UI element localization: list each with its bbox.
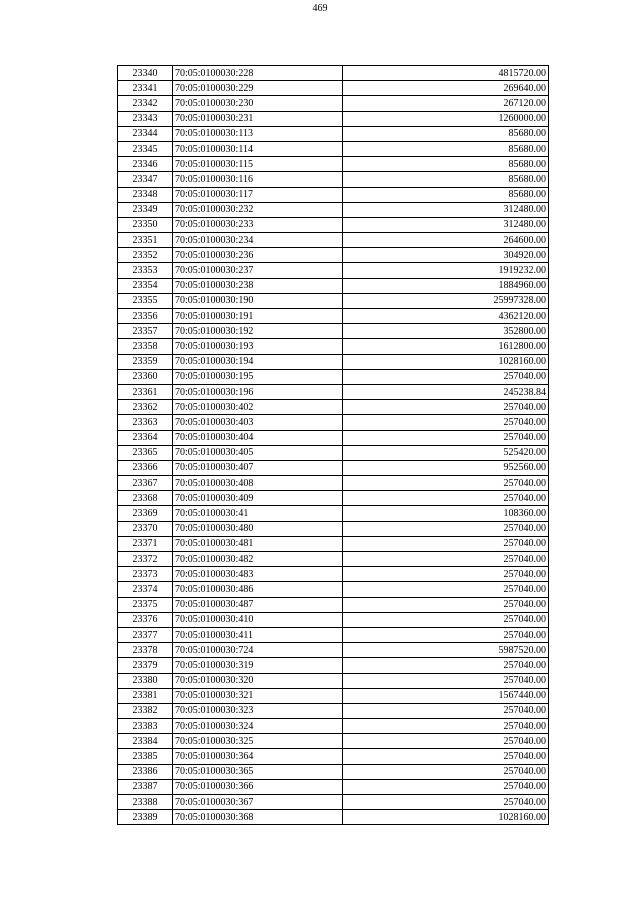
- cadastral-number-cell: 70:05:0100030:196: [173, 384, 343, 399]
- table-row: [118, 810, 549, 825]
- cadastral-number-cell: 70:05:0100030:320: [173, 673, 343, 688]
- row-number-cell: 23364: [118, 430, 173, 445]
- table-row: [118, 141, 549, 156]
- table-row: [118, 126, 549, 141]
- cadastral-number-cell: 70:05:0100030:410: [173, 612, 343, 627]
- row-number-cell: 23375: [118, 597, 173, 612]
- cadastral-number-cell: 70:05:0100030:365: [173, 764, 343, 779]
- cadastral-value-cell: 352800.00: [343, 324, 549, 339]
- cadastral-value-cell: 1919232.00: [343, 263, 549, 278]
- row-number-cell: 23340: [118, 66, 173, 81]
- cadastral-number-cell: 70:05:0100030:193: [173, 339, 343, 354]
- cadastral-value-cell: 257040.00: [343, 703, 549, 718]
- cadastral-number-cell: 70:05:0100030:321: [173, 688, 343, 703]
- table-row: [118, 673, 549, 688]
- cadastral-number-cell: 70:05:0100030:115: [173, 157, 343, 172]
- table-row: [118, 445, 549, 460]
- table-row: [118, 658, 549, 673]
- row-number-cell: 23383: [118, 719, 173, 734]
- table-row: [118, 719, 549, 734]
- row-number-cell: 23341: [118, 81, 173, 96]
- row-number-cell: 23387: [118, 779, 173, 794]
- cadastral-number-cell: 70:05:0100030:237: [173, 263, 343, 278]
- row-number-cell: 23352: [118, 248, 173, 263]
- cadastral-value-cell: 257040.00: [343, 749, 549, 764]
- cadastral-value-cell: 525420.00: [343, 445, 549, 460]
- cadastral-value-cell: 257040.00: [343, 673, 549, 688]
- row-number-cell: 23366: [118, 460, 173, 475]
- table-row: [118, 749, 549, 764]
- cadastral-number-cell: 70:05:0100030:409: [173, 491, 343, 506]
- row-number-cell: 23380: [118, 673, 173, 688]
- table-row: [118, 627, 549, 642]
- row-number-cell: 23370: [118, 521, 173, 536]
- table-body: [118, 66, 549, 825]
- cadastral-value-cell: 1612800.00: [343, 339, 549, 354]
- cadastral-value-cell: 312480.00: [343, 217, 549, 232]
- cadastral-number-cell: 70:05:0100030:194: [173, 354, 343, 369]
- cadastral-number-cell: 70:05:0100030:116: [173, 172, 343, 187]
- table-row: [118, 795, 549, 810]
- cadastral-value-cell: 257040.00: [343, 415, 549, 430]
- cadastral-number-cell: 70:05:0100030:191: [173, 309, 343, 324]
- row-number-cell: 23368: [118, 491, 173, 506]
- cadastral-value-cell: 257040.00: [343, 582, 549, 597]
- row-number-cell: 23379: [118, 658, 173, 673]
- cadastral-number-cell: 70:05:0100030:411: [173, 627, 343, 642]
- cadastral-value-table: [117, 65, 549, 825]
- row-number-cell: 23355: [118, 293, 173, 308]
- cadastral-number-cell: 70:05:0100030:114: [173, 141, 343, 156]
- row-number-cell: 23356: [118, 309, 173, 324]
- row-number-cell: 23351: [118, 233, 173, 248]
- cadastral-value-cell: 257040.00: [343, 552, 549, 567]
- table-row: [118, 643, 549, 658]
- cadastral-number-cell: 70:05:0100030:367: [173, 795, 343, 810]
- cadastral-number-cell: 70:05:0100030:229: [173, 81, 343, 96]
- cadastral-value-cell: 257040.00: [343, 400, 549, 415]
- cadastral-number-cell: 70:05:0100030:233: [173, 217, 343, 232]
- row-number-cell: 23363: [118, 415, 173, 430]
- cadastral-number-cell: 70:05:0100030:234: [173, 233, 343, 248]
- cadastral-number-cell: 70:05:0100030:487: [173, 597, 343, 612]
- row-number-cell: 23347: [118, 172, 173, 187]
- cadastral-value-cell: 1260000.00: [343, 111, 549, 126]
- table-row: [118, 476, 549, 491]
- cadastral-value-cell: 257040.00: [343, 476, 549, 491]
- cadastral-value-cell: 257040.00: [343, 779, 549, 794]
- cadastral-number-cell: 70:05:0100030:404: [173, 430, 343, 445]
- cadastral-number-cell: 70:05:0100030:724: [173, 643, 343, 658]
- row-number-cell: 23384: [118, 734, 173, 749]
- table-row: [118, 764, 549, 779]
- cadastral-value-cell: 257040.00: [343, 430, 549, 445]
- table-row: [118, 324, 549, 339]
- table-row: [118, 157, 549, 172]
- row-number-cell: 23361: [118, 384, 173, 399]
- table-row: [118, 263, 549, 278]
- cadastral-value-cell: 257040.00: [343, 795, 549, 810]
- cadastral-number-cell: 70:05:0100030:236: [173, 248, 343, 263]
- row-number-cell: 23376: [118, 612, 173, 627]
- cadastral-number-cell: 70:05:0100030:324: [173, 719, 343, 734]
- row-number-cell: 23385: [118, 749, 173, 764]
- cadastral-number-cell: 70:05:0100030:366: [173, 779, 343, 794]
- row-number-cell: 23372: [118, 552, 173, 567]
- row-number-cell: 23369: [118, 506, 173, 521]
- row-number-cell: 23359: [118, 354, 173, 369]
- cadastral-value-cell: 257040.00: [343, 369, 549, 384]
- row-number-cell: 23388: [118, 795, 173, 810]
- cadastral-value-cell: 108360.00: [343, 506, 549, 521]
- row-number-cell: 23381: [118, 688, 173, 703]
- table-row: [118, 369, 549, 384]
- row-number-cell: 23358: [118, 339, 173, 354]
- cadastral-value-cell: 85680.00: [343, 172, 549, 187]
- cadastral-number-cell: 70:05:0100030:402: [173, 400, 343, 415]
- row-number-cell: 23353: [118, 263, 173, 278]
- page-number: 469: [312, 3, 328, 14]
- table-row: [118, 612, 549, 627]
- cadastral-value-cell: 1028160.00: [343, 810, 549, 825]
- cadastral-number-cell: 70:05:0100030:481: [173, 536, 343, 551]
- cadastral-number-cell: 70:05:0100030:486: [173, 582, 343, 597]
- table-row: [118, 506, 549, 521]
- table-row: [118, 734, 549, 749]
- table-row: [118, 309, 549, 324]
- table-row: [118, 96, 549, 111]
- table-row: [118, 339, 549, 354]
- row-number-cell: 23389: [118, 810, 173, 825]
- row-number-cell: 23386: [118, 764, 173, 779]
- cadastral-value-cell: 267120.00: [343, 96, 549, 111]
- cadastral-number-cell: 70:05:0100030:228: [173, 66, 343, 81]
- table-row: [118, 81, 549, 96]
- cadastral-value-cell: 257040.00: [343, 491, 549, 506]
- cadastral-number-cell: 70:05:0100030:192: [173, 324, 343, 339]
- table-row: [118, 384, 549, 399]
- row-number-cell: 23344: [118, 126, 173, 141]
- cadastral-number-cell: 70:05:0100030:319: [173, 658, 343, 673]
- cadastral-number-cell: 70:05:0100030:405: [173, 445, 343, 460]
- row-number-cell: 23354: [118, 278, 173, 293]
- row-number-cell: 23367: [118, 476, 173, 491]
- cadastral-value-cell: 257040.00: [343, 734, 549, 749]
- cadastral-value-cell: 85680.00: [343, 126, 549, 141]
- table-row: [118, 111, 549, 126]
- cadastral-number-cell: 70:05:0100030:482: [173, 552, 343, 567]
- cadastral-value-cell: 245238.84: [343, 384, 549, 399]
- cadastral-value-cell: 1884960.00: [343, 278, 549, 293]
- table-row: [118, 278, 549, 293]
- cadastral-number-cell: 70:05:0100030:323: [173, 703, 343, 718]
- cadastral-value-cell: 5987520.00: [343, 643, 549, 658]
- cadastral-value-cell: 257040.00: [343, 658, 549, 673]
- row-number-cell: 23345: [118, 141, 173, 156]
- table-row: [118, 688, 549, 703]
- table-row: [118, 521, 549, 536]
- cadastral-value-cell: 4815720.00: [343, 66, 549, 81]
- cadastral-value-cell: 257040.00: [343, 627, 549, 642]
- cadastral-value-cell: 85680.00: [343, 157, 549, 172]
- cadastral-value-cell: 257040.00: [343, 521, 549, 536]
- row-number-cell: 23371: [118, 536, 173, 551]
- cadastral-number-cell: 70:05:0100030:230: [173, 96, 343, 111]
- cadastral-value-cell: 257040.00: [343, 597, 549, 612]
- table-row: [118, 187, 549, 202]
- cadastral-value-cell: 257040.00: [343, 764, 549, 779]
- cadastral-value-cell: 264600.00: [343, 233, 549, 248]
- cadastral-value-cell: 4362120.00: [343, 309, 549, 324]
- table-row: [118, 354, 549, 369]
- row-number-cell: 23343: [118, 111, 173, 126]
- cadastral-number-cell: 70:05:0100030:368: [173, 810, 343, 825]
- cadastral-number-cell: 70:05:0100030:480: [173, 521, 343, 536]
- cadastral-number-cell: 70:05:0100030:238: [173, 278, 343, 293]
- cadastral-number-cell: 70:05:0100030:231: [173, 111, 343, 126]
- table-row: [118, 430, 549, 445]
- table-row: [118, 536, 549, 551]
- cadastral-value-cell: 1028160.00: [343, 354, 549, 369]
- table-row: [118, 597, 549, 612]
- table-row: [118, 552, 549, 567]
- cadastral-value-cell: 85680.00: [343, 187, 549, 202]
- cadastral-value-cell: 1567440.00: [343, 688, 549, 703]
- row-number-cell: 23373: [118, 567, 173, 582]
- row-number-cell: 23342: [118, 96, 173, 111]
- row-number-cell: 23348: [118, 187, 173, 202]
- cadastral-value-cell: 269640.00: [343, 81, 549, 96]
- cadastral-number-cell: 70:05:0100030:403: [173, 415, 343, 430]
- cadastral-number-cell: 70:05:0100030:407: [173, 460, 343, 475]
- row-number-cell: 23350: [118, 217, 173, 232]
- cadastral-number-cell: 70:05:0100030:113: [173, 126, 343, 141]
- cadastral-number-cell: 70:05:0100030:483: [173, 567, 343, 582]
- row-number-cell: 23382: [118, 703, 173, 718]
- cadastral-value-cell: 257040.00: [343, 567, 549, 582]
- table-row: [118, 66, 549, 81]
- cadastral-value-cell: 257040.00: [343, 719, 549, 734]
- cadastral-value-cell: 25997328.00: [343, 293, 549, 308]
- table-row: [118, 567, 549, 582]
- row-number-cell: 23374: [118, 582, 173, 597]
- table-row: [118, 248, 549, 263]
- row-number-cell: 23360: [118, 369, 173, 384]
- cadastral-value-cell: 85680.00: [343, 141, 549, 156]
- cadastral-number-cell: 70:05:0100030:408: [173, 476, 343, 491]
- row-number-cell: 23362: [118, 400, 173, 415]
- cadastral-number-cell: 70:05:0100030:364: [173, 749, 343, 764]
- table-row: [118, 415, 549, 430]
- cadastral-number-cell: 70:05:0100030:325: [173, 734, 343, 749]
- cadastral-number-cell: 70:05:0100030:232: [173, 202, 343, 217]
- table-row: [118, 202, 549, 217]
- cadastral-value-cell: 312480.00: [343, 202, 549, 217]
- cadastral-number-cell: 70:05:0100030:117: [173, 187, 343, 202]
- cadastral-value-cell: 304920.00: [343, 248, 549, 263]
- table-row: [118, 217, 549, 232]
- row-number-cell: 23365: [118, 445, 173, 460]
- row-number-cell: 23349: [118, 202, 173, 217]
- table-row: [118, 172, 549, 187]
- cadastral-number-cell: 70:05:0100030:190: [173, 293, 343, 308]
- table-row: [118, 400, 549, 415]
- row-number-cell: 23377: [118, 627, 173, 642]
- cadastral-value-cell: 952560.00: [343, 460, 549, 475]
- row-number-cell: 23346: [118, 157, 173, 172]
- table-row: [118, 293, 549, 308]
- table-row: [118, 460, 549, 475]
- row-number-cell: 23357: [118, 324, 173, 339]
- cadastral-value-cell: 257040.00: [343, 536, 549, 551]
- table-row: [118, 233, 549, 248]
- table-row: [118, 582, 549, 597]
- cadastral-number-cell: 70:05:0100030:195: [173, 369, 343, 384]
- row-number-cell: 23378: [118, 643, 173, 658]
- cadastral-number-cell: 70:05:0100030:41: [173, 506, 343, 521]
- table-row: [118, 703, 549, 718]
- cadastral-value-cell: 257040.00: [343, 612, 549, 627]
- table-row: [118, 491, 549, 506]
- table-row: [118, 779, 549, 794]
